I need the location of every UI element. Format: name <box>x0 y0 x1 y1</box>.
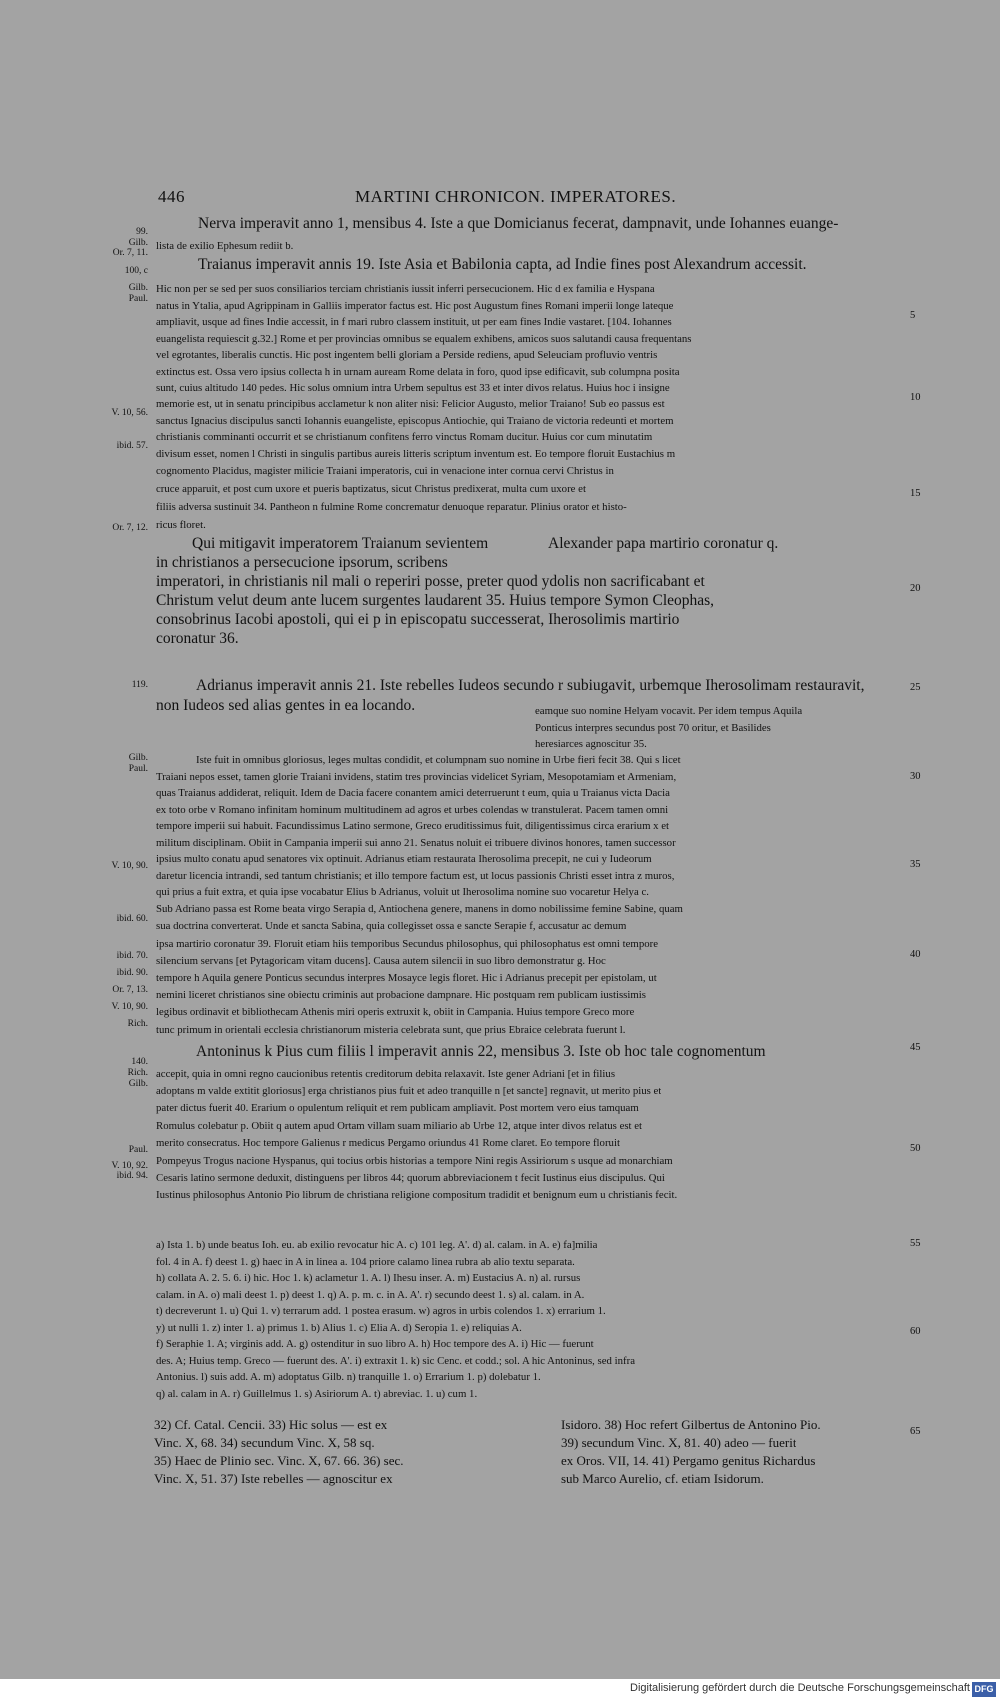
text-line: Nerva imperavit anno 1, mensibus 4. Iste a que Domicianus fecerat, dampnavit, unde Iohannes euange- <box>198 215 839 232</box>
text-line: Romulus colebatur p. Obiit q autem apud Ortam villam suam miliario ab Urbe 12, atque inter divos relatus est et <box>156 1120 643 1132</box>
text-line: coronatur 36. <box>156 630 239 647</box>
line-number: 40 <box>910 949 921 960</box>
margin-ref: V. 10, 90. <box>111 861 148 871</box>
margin-ref: 140. <box>131 1057 148 1067</box>
text-line: Traiani nepos esset, tamen glorie Traiani invidens, statim tres provincias videlicet Syriam, Mesopotamiam et Armeniam, <box>156 771 677 783</box>
text-line: militum disciplinam. Obiit in Campania imperii sui anno 21. Senatus noluit ei tribuere divinos honores, tamen successor <box>156 837 676 849</box>
text-line: Qui mitigavit imperatorem Traianum sevientem <box>192 535 489 552</box>
text-line: sua doctrina converterat. Unde et sancta Sabina, quia collegisset ossa e sancte Serapie f, accusatur ac demum <box>156 920 627 932</box>
text-line: extinctus est. Ossa vero ipsius collecta h in urnam auream Rome delata in foro, quod ipse edificavit, sub columpna posita <box>156 366 680 378</box>
margin-ref: 100, c <box>124 266 148 276</box>
source-line: sub Marco Aurelio, cf. etiam Isidorum. <box>561 1471 764 1486</box>
running-title: MARTINI CHRONICON. IMPERATORES. <box>355 187 677 206</box>
text-line: silencium servans [et Pytagoricam vitam ducens]. Causa autem silencii in suo libro demonstratur g. Hoc <box>156 955 606 967</box>
source-line: Vinc. X, 51. 37) Iste rebelles — agnoscitur ex <box>154 1471 393 1486</box>
line-number: 25 <box>910 682 921 693</box>
source-line: 39) secundum Vinc. X, 81. 40) adeo — fuerit <box>561 1435 797 1450</box>
line-number: 65 <box>910 1426 921 1437</box>
margin-ref: Or. 7, 12. <box>112 523 148 533</box>
text-line: ipsius multo conatu apud senatores vix optinuit. Adrianus etiam restaurata Iherosolima precepit, ne cui y Iudeorum <box>156 853 652 865</box>
text-line: tempore h Aquila genere Ponticus secundus interpres Mosayce legis floret. Hic i Adrianus precepit per epistolam, ut <box>156 972 657 984</box>
text-line: eamque suo nomine Helyam vocavit. Per idem tempus Aquila <box>535 705 803 717</box>
margin-ref: ibid. 60. <box>116 914 148 924</box>
text-line: Hic non per se sed per suos consiliarios terciam christianis iussit inferri persecucionem. Hic d ex familia e Hyspana <box>156 283 655 295</box>
text-line: filiis adversa sustinuit 34. Pantheon n fulmine Rome concrematur denuoque reparatur. Plinius orator et histo- <box>156 501 627 513</box>
text-line: natus in Ytalia, apud Agrippinam in Galliis imperator factus est. Hic post Augustum fines Romani imperii longe lateque <box>156 300 674 312</box>
text-line: ricus floret. <box>156 519 206 531</box>
text-line: sanctus Ignacius discipulus sancti Iohannis euangeliste, episcopus Antiochie, qui Traiano de victoria redeunti et mortem <box>156 415 674 427</box>
text-line: accepit, quia in omni regno caucionibus retentis creditorum debita relaxavit. Iste gener Adriani [et in filius <box>156 1068 616 1080</box>
line-number: 30 <box>910 771 921 782</box>
margin-ref: V. 10, 92. <box>111 1161 148 1171</box>
text-line: Alexander papa martirio coronatur q. <box>548 535 779 552</box>
text-line: heresiarces agnoscitur 35. <box>535 738 647 750</box>
text-line: sunt, cuius altitudo 140 pedes. Hic solus omnium intra Urbem sepultus est 33 et inter divos relatus. Huius hoc i insigne <box>156 382 670 394</box>
apparatus-line: fol. 4 in A. f) deest 1. g) haec in A in linea a. 104 priore calamo linea rubra ab alio textu separata. <box>156 1256 575 1268</box>
apparatus-line: a) Ista 1. b) unde beatus Ioh. eu. ab exilio revocatur hic A. c) 101 leg. A'. d) al. calam. in A. e) fa]milia <box>156 1239 598 1251</box>
text-line: legibus ordinavit et bibliothecam Athenis miri operis extruxit k, obiit in Campania. Huius tempore Greco more <box>156 1006 635 1018</box>
text-line: consobrinus Iacobi apostoli, qui ei p in episcopatu successerat, Iherosolimis martirio <box>156 611 680 628</box>
text-line: ipsa martirio coronatur 39. Floruit etiam hiis temporibus Secundus philosophus, qui philosophatus est omni tempore <box>156 938 659 950</box>
margin-ref: V. 10, 90. <box>111 1002 148 1012</box>
line-number: 60 <box>910 1326 921 1337</box>
line-number: 50 <box>910 1143 921 1154</box>
margin-ref: Gilb. <box>128 238 148 248</box>
text-line: memorie est, ut in senatu principibus acclametur k non aliter nisi: Felicior Augusto, melior Traiano! Sub eo passus est <box>156 398 665 410</box>
text-line: Ponticus interpres secundus post 70 oritur, et Basilides <box>535 722 771 734</box>
line-number: 35 <box>910 859 921 870</box>
margin-ref: ibid. 90. <box>116 968 148 978</box>
margin-ref: Paul. <box>128 1145 148 1155</box>
text-line: nemini liceret christianos sine obiectu criminis aut probacione dampnare. Hic postquam rem publicam iustissimis <box>156 989 646 1001</box>
apparatus-line: des. A; Huius temp. Greco — fuerunt des. A'. i) extraxit 1. k) sic Cenc. et codd.; sol. A hic Antoninus, sed infra <box>156 1355 636 1367</box>
apparatus-line: y) ut nulli 1. z) inter 1. a) primus 1. b) Alius 1. c) Elia A. d) Seropia 1. e) reliquias A. <box>156 1322 522 1334</box>
margin-ref: Rich. <box>127 1068 148 1078</box>
margin-ref: Or. 7, 13. <box>112 985 148 995</box>
text-line: merito consecratus. Hoc tempore Galienus r medicus Pergamo oriundus 41 Rome claret. Eo tempore floruit <box>156 1137 620 1149</box>
source-line: Isidoro. 38) Hoc refert Gilbertus de Antonino Pio. <box>561 1417 821 1432</box>
text-line: daretur licencia intrandi, sed tantum christianis; et illo tempore factum est, ut locus passionis Christi esset intra z muros, <box>156 870 675 882</box>
text-line: in christianos a persecucione ipsorum, scribens <box>156 554 448 571</box>
page-number: 446 <box>158 187 185 206</box>
text-line: ex toto orbe v Romano infinitam hominum multitudinem ad agros et urbes colendas w transtulerat. Pacem tamen omni <box>156 804 669 816</box>
line-number: 5 <box>910 310 916 321</box>
text-line: cognomento Placidus, magister milicie Traiani imperatoris, cui in venacione inter cornua cervi Christus in <box>156 465 614 477</box>
margin-ref: Gilb. <box>128 283 148 293</box>
text-line: quas Traianus addiderat, reliquit. Idem de Dacia facere conantem amici deterruerunt t eum, quia u Traianus victa Dacia <box>156 787 670 799</box>
text-line: christianis comminanti occurrit et se christianum confitens ferro vinctus Romam ducitur. Huius cor cum minutatim <box>156 431 653 443</box>
line-number: 15 <box>910 488 921 499</box>
line-number: 20 <box>910 583 921 594</box>
margin-ref: V. 10, 56. <box>111 408 148 418</box>
funding-credit: Digitalisierung gefördert durch die Deutsche Forschungsgemeinschaft <box>630 1682 970 1694</box>
margin-ref: ibid. 57. <box>116 441 148 451</box>
text-line: Pompeyus Trogus nacione Hyspanus, qui tocius orbis historias a tempore Nini regis Assiriorum s usque ad monarchiam <box>156 1155 673 1167</box>
line-number: 45 <box>910 1042 921 1053</box>
margin-ref: ibid. 94. <box>116 1171 148 1181</box>
text-line: Iste fuit in omnibus gloriosus, leges multas condidit, et columpnam suo nomine in Urbe fieri fecit 38. Qui s licet <box>196 754 681 766</box>
text-line: pater dictus fuerit 40. Erarium o opulentum reliquit et rem publicam ampliavit. Post mortem vero eius tamquam <box>156 1102 639 1114</box>
text-line: Adrianus imperavit annis 21. Iste rebelles Iudeos secundo r subiugavit, urbemque Iherosolimam restauravit, <box>196 677 865 694</box>
text-line: Iustinus philosophus Antonio Pio librum de christiana religione compositum tradidit et benignum eum u christianis fecit. <box>156 1189 678 1201</box>
text-line: imperatori, in christianis nil mali o reperiri posse, preter quod ydolis non sacrificabant et <box>156 573 705 590</box>
apparatus-line: h) collata A. 2. 5. 6. i) hic. Hoc 1. k) aclametur 1. A. l) Ihesu inser. A. m) Eustacius A. n) al. rursus <box>156 1272 581 1284</box>
margin-ref: 119. <box>131 680 148 690</box>
margin-ref: Rich. <box>127 1019 148 1029</box>
source-line: Vinc. X, 68. 34) secundum Vinc. X, 58 sq. <box>154 1435 375 1450</box>
margin-ref: 99. <box>136 227 148 237</box>
text-line: cruce apparuit, et post cum uxore et pueris baptizatus, sicut Christus predixerat, multa cum uxore et <box>156 483 586 495</box>
source-line: ex Oros. VII, 14. 41) Pergamo genitus Richardus <box>561 1453 816 1468</box>
text-line: non Iudeos sed alias gentes in ea locando. <box>156 697 416 714</box>
text-line: ampliavit, usque ad fines Indie accessit, in f mari rubro classem instituit, ut per eam fines Indie vastaret. [104. Iohannes <box>156 316 672 328</box>
margin-ref: Gilb. <box>128 753 148 763</box>
source-line: 32) Cf. Catal. Cencii. 33) Hic solus — est ex <box>154 1417 388 1432</box>
text-line: tunc primum in orientali ecclesia christianorum misteria celebrata sunt, que prius Ebraice celebrata fuerunt l. <box>156 1024 626 1036</box>
text-line: Christum velut deum ante lucem surgentes laudarent 35. Huius tempore Symon Cleophas, <box>156 592 715 609</box>
text-line: euangelista requiescit g.32.] Rome et per provincias omnibus se equalem exhibens, amicos suos salutandi causa frequentans <box>156 333 692 345</box>
text-line: lista de exilio Ephesum rediit b. <box>156 240 294 252</box>
text-line: tempore imperii sui habuit. Facundissimus Latino sermone, Greco eruditissimus fuit, diligentissimus circa erarium x et <box>156 820 670 832</box>
apparatus-line: q) al. calam in A. r) Guillelmus 1. s) Asiriorum A. t) abreviac. 1. u) cum 1. <box>156 1388 478 1400</box>
text-line: Traianus imperavit annis 19. Iste Asia et Babilonia capta, ad Indie fines post Alexandrum accessit. <box>198 256 807 273</box>
margin-ref: Or. 7, 11. <box>112 248 148 258</box>
apparatus-line: t) decreverunt 1. u) Qui 1. v) terrarum add. 1 postea erasum. w) agros in urbis colendos 1. x) errarium 1. <box>156 1305 606 1317</box>
margin-ref: ibid. 70. <box>116 951 148 961</box>
text-line: qui prius a fuit extra, et quia ipse vocabatur Elius b Adrianus, voluit ut Iherosolima nomine suo vocaretur Helya c. <box>156 886 649 898</box>
margin-ref: Gilb. <box>128 1079 148 1089</box>
source-line: 35) Haec de Plinio sec. Vinc. X, 67. 66. 36) sec. <box>154 1453 404 1468</box>
text-line: Cesaris latino sermone deduxit, distinguens per libros 44; quorum abbreviacionem t fecit Iustinus eius discipulus. Qui <box>156 1172 665 1184</box>
margin-ref: Paul. <box>128 294 148 304</box>
apparatus-line: calam. in A. o) mali deest 1. p) deest 1. q) A. p. m. c. in A. A'. r) secundo deest 1. s) al. calam. in A. <box>156 1289 585 1301</box>
apparatus-line: f) Seraphie 1. A; virginis add. A. g) ostenditur in suo libro A. h) Hoc tempore des A. i) Hic — fuerunt <box>156 1338 594 1350</box>
text-line: Sub Adriano passa est Rome beata virgo Serapia d, Antiochena genere, manens in domo nobilissime femine Sabine, quam <box>156 903 683 915</box>
dfg-logo: DFG <box>972 1682 996 1697</box>
margin-ref: Paul. <box>128 764 148 774</box>
line-number: 55 <box>910 1238 921 1249</box>
text-line: divisum esset, nomen l Christi in singulis partibus aureis litteris scriptum inventum est. Eo tempore floruit Eustachius m <box>156 448 676 460</box>
line-number: 10 <box>910 392 921 403</box>
apparatus-line: Antonius. l) suis add. A. m) adoptatus Gilb. n) tranquille 1. o) Errarium 1. p) dolebatur 1. <box>156 1371 541 1383</box>
text-line: adoptans m valde extitit gloriosus] erga christianos pius fuit et adeo tranquille n [et sancte] regnavit, ut merito pius et <box>156 1085 662 1097</box>
text-line: Antoninus k Pius cum filiis l imperavit annis 22, mensibus 3. Iste ob hoc tale cognomentum <box>196 1043 766 1060</box>
text-line: vel egrotantes, liberalis cunctis. Hic post ingentem belli gloriam a Perside rediens, apud Seleuciam profluvio ventris <box>156 349 658 361</box>
